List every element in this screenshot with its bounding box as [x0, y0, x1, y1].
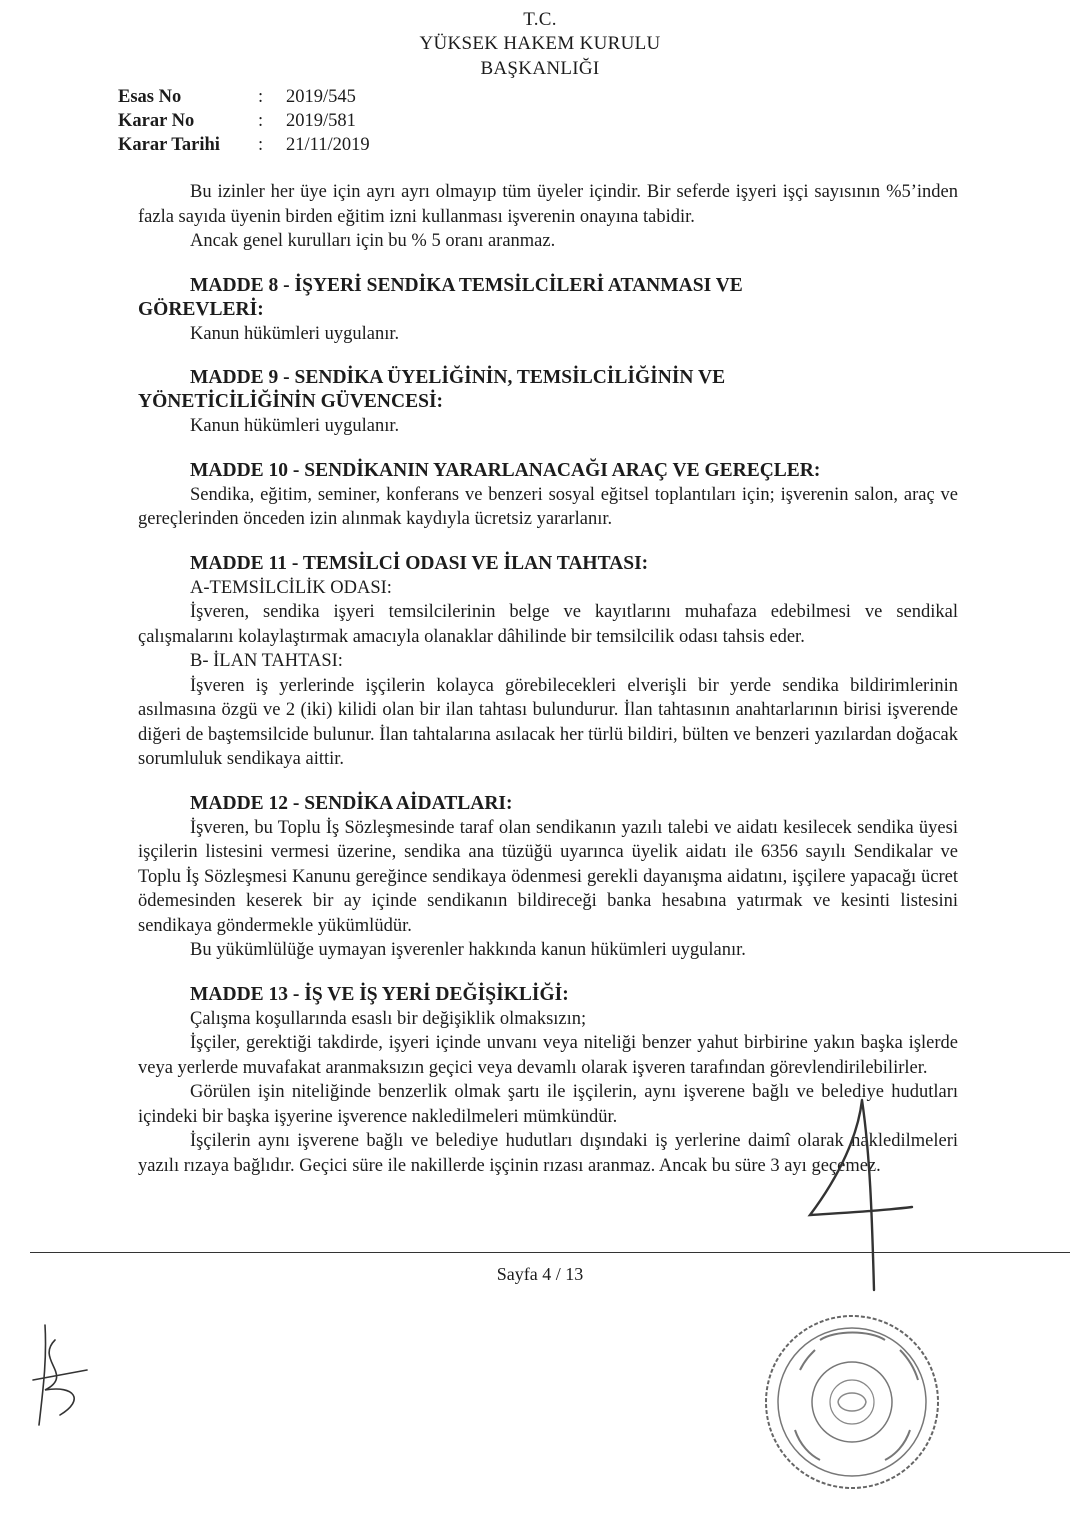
- header-institution: YÜKSEK HAKEM KURULU: [419, 33, 661, 54]
- meta-karar-tarihi: [118, 134, 370, 156]
- heading-line: YÖNETİCİLİĞİNİN GÜVENCESİ:: [138, 391, 444, 412]
- meta-label: Karar Tarihi: [118, 135, 220, 155]
- paragraph: Çalışma koşullarında esaslı bir değişiklik olmaksızın;: [190, 1008, 587, 1029]
- meta-label: Esas No: [118, 87, 182, 107]
- heading-line: GÖREVLERİ:: [138, 298, 264, 320]
- official-stamp: [760, 1310, 945, 1495]
- paragraph: Ancak genel kurulları için bu % 5 oranı aranmaz.: [190, 231, 556, 251]
- paragraph: Kanun hükümleri uygulanır.: [190, 416, 400, 436]
- heading-line: MADDE 9 - SENDİKA ÜYELİĞİNİN, TEMSİLCİLİĞİNİN VE: [190, 367, 726, 388]
- paragraph: İşveren, sendika işyeri temsilcilerinin belge ve kayıtlarını muhafaza edebilmesi ve sendikal çalışmalarını kolaylaştırmak amacıyla olanaklar dâhilinde bir temsilcilik odası tahsis eder.: [138, 602, 958, 647]
- paragraph: Bu izinler her üye için ayrı ayrı olmayıp tüm üyeler içindir. Bir seferde işyeri işçi sayısının %5’inden fazla sayıda üyenin birden eğitim izni kullanması işverenin onayına tabidir.: [138, 182, 958, 227]
- meta-colon: :: [258, 87, 264, 107]
- header-tc: T.C.: [523, 9, 557, 30]
- meta-esas-no: [118, 86, 356, 108]
- paragraph: İşveren, bu Toplu İş Sözleşmesinde taraf olan sendikanın yazılı talebi ve aidatı kesilecek sendika üyesi işçilerin listesini vermesi üzerine, sendika ana tüzüğü uyarınca üyelik aidatı ile 6356 sayılı Sendikalar ve Toplu İş Sözleşmesi Kanunu gereğince sendikaya ödenmesi gerekli dayanışma aidatını, işçilere yapacağı ücret ödemesinden keserek bir ay içinde sendikanın bildireceği banka hesabına yatırmak ve kesinti listesini sendikaya göndermekle yükümlüdür.: [138, 817, 958, 936]
- meta-label: Karar No: [118, 111, 195, 131]
- heading-line: MADDE 8 - İŞYERİ SENDİKA TEMSİLCİLERİ ATANMASI VE: [190, 274, 743, 296]
- article-heading: MADDE 12 - SENDİKA AİDATLARI:: [190, 792, 513, 814]
- article-heading: MADDE 10 - SENDİKANIN YARARLANACAĞI ARAÇ VE GEREÇLER:: [190, 459, 821, 481]
- article-heading: MADDE 13 - İŞ VE İŞ YERİ DEĞİŞİKLİĞİ:: [190, 983, 569, 1005]
- subheading: A-TEMSİLCİLİK ODASI:: [190, 577, 392, 598]
- paragraph: Sendika, eğitim, seminer, konferans ve benzeri sosyal eğitsel toplantıları için; işverenin salon, araç ve gereçlerinden önceden izin alınmak kaydıyla ücretsiz yararlanır.: [138, 484, 958, 529]
- meta-value: 21/11/2019: [286, 135, 370, 155]
- article-heading: [138, 274, 958, 322]
- meta-value: 2019/545: [286, 87, 356, 107]
- paragraph: Görülen işin niteliğinde benzerlik olmak şartı ile işçilerin, aynı işverene bağlı ve belediye hudutları içindeki bir başka işyerine işverence nakledilmeleri mümkündür.: [138, 1082, 958, 1127]
- subheading: B- İLAN TAHTASI:: [190, 651, 343, 671]
- paragraph: İşçiler, gerektiği takdirde, işyeri içinde unvanı veya niteliği benzer yahut birbirine yakın başka işlerde veya yerlerde muvafakat aranmaksızın geçici veya devamlı olarak işveren tarafından görevlendirilebilirler.: [138, 1033, 958, 1078]
- meta-colon: :: [258, 135, 264, 155]
- document-body: [138, 180, 958, 1178]
- paragraph: İşveren iş yerlerinde işçilerin kolayca görebilecekleri elverişli bir yerde sendika bildirimlerinin asılmasına özgü ve 2 (iki) kilidi olan bir ilan tahtası bulundurur. İlan tahtasının anahtarlarının birisi işverende diğeri de baştemsilcide bulunur. İlan tahtalarına asılacak her türlü bildiri, bülten ve benzeri yazılardan doğacak sorumluluk sendikaya aittir.: [138, 675, 958, 769]
- meta-colon: :: [258, 111, 264, 131]
- paragraph: Bu yükümlülüğe uymayan işverenler hakkında kanun hükümleri uygulanır.: [190, 940, 746, 960]
- article-heading: [138, 366, 958, 414]
- page-number: Sayfa 4 / 13: [496, 1264, 584, 1284]
- paragraph: İşçilerin aynı işverene bağlı ve belediye hudutları dışındaki iş yerlerine daimî olarak nakledilmeleri yazılı rızaya bağlıdır. Geçici süre ile nakillerde işçinin rızası aranmaz. Ancak bu süre 3 ayı geçemez.: [138, 1131, 958, 1176]
- article-heading: MADDE 11 - TEMSİLCİ ODASI VE İLAN TAHTASI:: [190, 552, 649, 574]
- meta-karar-no: [118, 110, 356, 132]
- signature-mark: [25, 1320, 95, 1430]
- paragraph: Kanun hükümleri uygulanır.: [190, 323, 400, 344]
- meta-value: 2019/581: [286, 111, 356, 131]
- header-presidency: BAŞKANLIĞI: [480, 58, 600, 79]
